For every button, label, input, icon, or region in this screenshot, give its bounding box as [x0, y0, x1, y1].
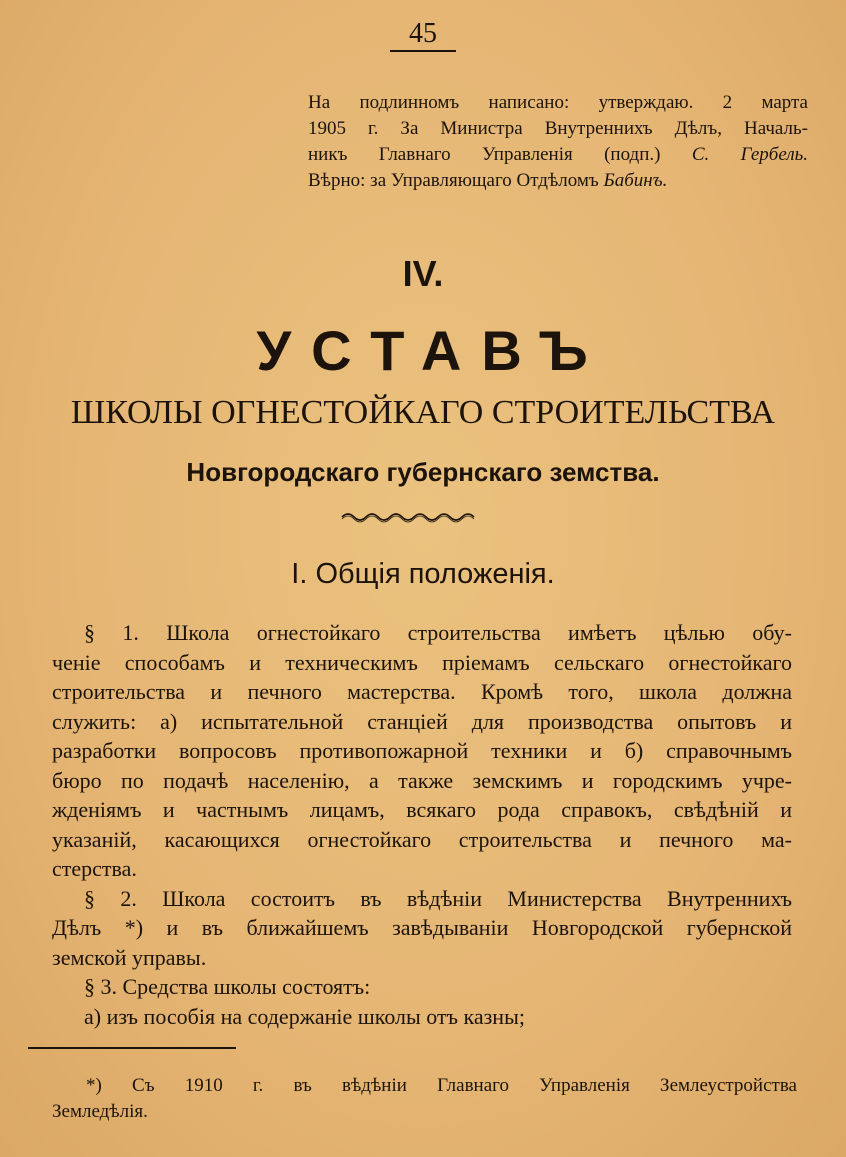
text-line: служить: а) испытательной станціей для производства опытовъ и — [52, 708, 792, 734]
footnote-line: Земледѣлія. — [52, 1101, 148, 1122]
approval-note — [308, 90, 808, 194]
text-line: ченіе способамъ и техническимъ пріемамъ сельскаго огнестойкаго — [52, 649, 792, 675]
text-line: § 3. Средства школы состоятъ: — [84, 974, 371, 999]
text-line: земской управы. — [52, 944, 207, 970]
text-line: § 1. Школа огнестойкаго строительства имѣетъ цѣлью обу- — [84, 620, 792, 645]
section-heading: I. Общія положенія. — [291, 558, 555, 590]
note-line: На подлинномъ написано: утверждаю. 2 марта — [308, 92, 808, 113]
footnote-line: *) Съ 1910 г. въ вѣдѣніи Главнаго Управленія Землеустройства — [86, 1075, 797, 1096]
text-line: жденіямъ и частнымъ лицамъ, всякаго рода справокъ, свѣдѣній и — [52, 797, 792, 822]
note-line — [308, 142, 808, 168]
note-line: 1905 г. За Министра Внутреннихъ Дѣлъ, Началь- — [308, 118, 808, 139]
note-signer: Бабинъ. — [603, 170, 668, 191]
document-title: УСТАВЪ — [256, 319, 608, 382]
text-line: разработки вопросовъ противопожарной техники и б) справочнымъ — [52, 738, 792, 763]
note-line-text: никъ Главнаго Управленія (подп.) — [308, 144, 692, 165]
text-line: стерства. — [52, 856, 137, 881]
note-line-text: Вѣрно: за Управляющаго Отдѣломъ — [308, 170, 604, 191]
text-line: Дѣлъ *) и въ ближайшемъ завѣдываніи Новгородской губернской — [52, 915, 792, 940]
note-line — [308, 168, 808, 194]
document-subtitle-2: Новгородскаго губернскаго земства. — [186, 457, 660, 487]
ornament-divider — [340, 510, 476, 524]
footnote — [52, 1073, 797, 1125]
text-line: строительства и печного мастерства. Кромѣ того, школа должна — [52, 679, 792, 704]
note-signer: С. Гербель. — [691, 144, 808, 165]
chapter-numeral: IV. — [402, 253, 444, 294]
footnote-rule — [28, 1047, 236, 1049]
text-line: указаній, касающихся огнестойкаго строительства и печного ма- — [52, 826, 792, 852]
page-number: 45 — [390, 18, 456, 52]
text-line: § 2. Школа состоитъ въ вѣдѣніи Министерства Внутреннихъ — [84, 885, 792, 911]
document-subtitle: ШКОЛЫ ОГНЕСТОЙКАГО СТРОИТЕЛЬСТВА — [70, 394, 776, 431]
text-line: бюро по подачѣ населенію, а также земскимъ и городскимъ учре- — [52, 767, 792, 793]
text-line: а) изъ пособія на содержаніе школы отъ казны; — [84, 1003, 525, 1029]
body-text — [52, 618, 792, 1031]
